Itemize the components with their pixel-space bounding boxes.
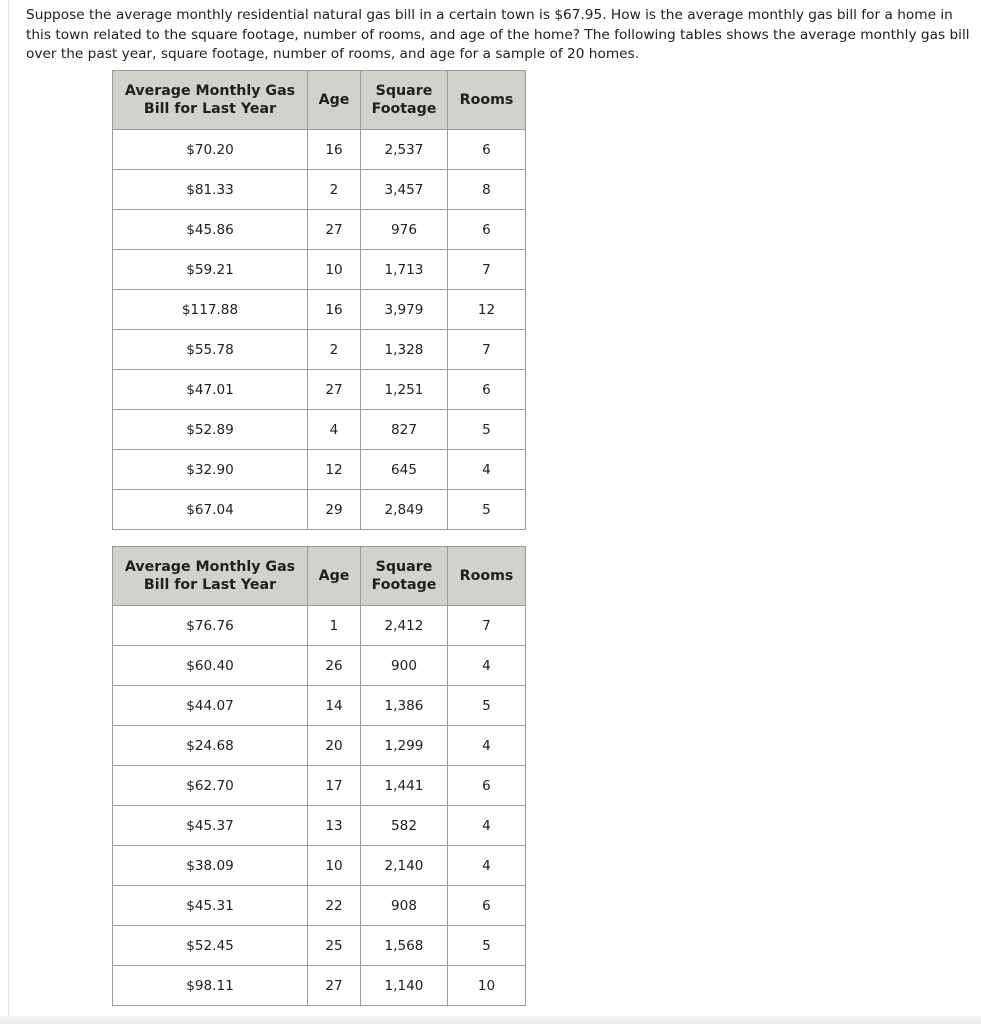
cell-age: 1 (308, 606, 361, 646)
cell-rooms: 6 (448, 210, 526, 250)
cell-sqft: 976 (361, 210, 448, 250)
cell-sqft: 2,140 (361, 846, 448, 886)
header-bill-line1: Average Monthly Gas (124, 559, 296, 575)
page-bottom-edge (0, 1016, 981, 1024)
cell-bill: $32.90 (113, 450, 308, 490)
cell-rooms: 6 (448, 886, 526, 926)
header-sqft-line1: Square (375, 83, 433, 99)
cell-bill: $45.86 (113, 210, 308, 250)
header-rooms: Rooms (448, 71, 526, 130)
data-table-1 (112, 70, 526, 530)
cell-rooms: 8 (448, 170, 526, 210)
cell-age: 16 (308, 130, 361, 170)
table-row (113, 290, 526, 330)
cell-age: 16 (308, 290, 361, 330)
cell-sqft: 1,140 (361, 966, 448, 1006)
table-row (113, 606, 526, 646)
cell-rooms: 4 (448, 646, 526, 686)
cell-bill: $117.88 (113, 290, 308, 330)
header-sqft-line2: Footage (371, 101, 437, 117)
cell-age: 20 (308, 726, 361, 766)
cell-age: 27 (308, 210, 361, 250)
cell-age: 4 (308, 410, 361, 450)
cell-bill: $81.33 (113, 170, 308, 210)
cell-rooms: 5 (448, 686, 526, 726)
cell-rooms: 5 (448, 926, 526, 966)
header-bill-line2: Bill for Last Year (143, 577, 277, 593)
table-row (113, 450, 526, 490)
cell-bill: $59.21 (113, 250, 308, 290)
table-row (113, 966, 526, 1006)
cell-bill: $44.07 (113, 686, 308, 726)
cell-bill: $76.76 (113, 606, 308, 646)
cell-sqft: 645 (361, 450, 448, 490)
cell-sqft: 2,537 (361, 130, 448, 170)
header-sqft (361, 547, 448, 606)
cell-age: 26 (308, 646, 361, 686)
cell-rooms: 5 (448, 490, 526, 530)
table-row (113, 726, 526, 766)
cell-bill: $52.45 (113, 926, 308, 966)
cell-bill: $45.31 (113, 886, 308, 926)
header-age: Age (308, 71, 361, 130)
cell-bill: $38.09 (113, 846, 308, 886)
table-row (113, 410, 526, 450)
cell-bill: $62.70 (113, 766, 308, 806)
cell-sqft: 1,251 (361, 370, 448, 410)
cell-rooms: 4 (448, 726, 526, 766)
cell-age: 2 (308, 170, 361, 210)
cell-rooms: 12 (448, 290, 526, 330)
cell-sqft: 827 (361, 410, 448, 450)
cell-rooms: 7 (448, 250, 526, 290)
page-left-border (8, 0, 9, 1024)
cell-sqft: 908 (361, 886, 448, 926)
header-sqft-line1: Square (375, 559, 433, 575)
cell-sqft: 582 (361, 806, 448, 846)
header-bill (113, 547, 308, 606)
cell-age: 12 (308, 450, 361, 490)
cell-age: 22 (308, 886, 361, 926)
cell-age: 17 (308, 766, 361, 806)
table-row (113, 250, 526, 290)
cell-bill: $70.20 (113, 130, 308, 170)
header-age: Age (308, 547, 361, 606)
cell-age: 2 (308, 330, 361, 370)
cell-sqft: 1,713 (361, 250, 448, 290)
question-text: Suppose the average monthly residential natural gas bill in a certain town is $67.95. How is the average monthly gas bill for a home in this town related to the square footage, number of rooms, and age of the home? The following tables shows the average monthly gas bill over the past year, square footage, number of rooms, and age for a sample of 20 homes. (26, 7, 970, 62)
header-bill-line2: Bill for Last Year (143, 101, 277, 117)
cell-bill: $55.78 (113, 330, 308, 370)
cell-age: 14 (308, 686, 361, 726)
cell-rooms: 4 (448, 806, 526, 846)
table-row (113, 886, 526, 926)
header-sqft-line2: Footage (371, 577, 437, 593)
cell-age: 10 (308, 250, 361, 290)
cell-age: 25 (308, 926, 361, 966)
header-bill-line1: Average Monthly Gas (124, 83, 296, 99)
header-row (113, 547, 526, 606)
cell-age: 13 (308, 806, 361, 846)
cell-sqft: 3,979 (361, 290, 448, 330)
cell-age: 27 (308, 370, 361, 410)
cell-sqft: 1,568 (361, 926, 448, 966)
cell-sqft: 1,328 (361, 330, 448, 370)
table-row (113, 846, 526, 886)
table-row (113, 330, 526, 370)
cell-sqft: 3,457 (361, 170, 448, 210)
data-table-2 (112, 546, 526, 1006)
cell-bill: $52.89 (113, 410, 308, 450)
cell-sqft: 900 (361, 646, 448, 686)
table-row (113, 646, 526, 686)
cell-sqft: 2,412 (361, 606, 448, 646)
cell-bill: $60.40 (113, 646, 308, 686)
cell-rooms: 5 (448, 410, 526, 450)
table-row (113, 926, 526, 966)
table-row (113, 130, 526, 170)
cell-rooms: 4 (448, 450, 526, 490)
header-bill (113, 71, 308, 130)
cell-rooms: 6 (448, 766, 526, 806)
cell-bill: $67.04 (113, 490, 308, 530)
cell-age: 29 (308, 490, 361, 530)
cell-bill: $47.01 (113, 370, 308, 410)
header-sqft (361, 71, 448, 130)
cell-sqft: 1,386 (361, 686, 448, 726)
cell-age: 10 (308, 846, 361, 886)
cell-rooms: 7 (448, 330, 526, 370)
table-row (113, 806, 526, 846)
table-row (113, 686, 526, 726)
table-row (113, 210, 526, 250)
cell-rooms: 6 (448, 130, 526, 170)
cell-sqft: 1,441 (361, 766, 448, 806)
header-row (113, 71, 526, 130)
cell-sqft: 1,299 (361, 726, 448, 766)
cell-age: 27 (308, 966, 361, 1006)
cell-bill: $24.68 (113, 726, 308, 766)
cell-rooms: 10 (448, 966, 526, 1006)
cell-rooms: 4 (448, 846, 526, 886)
table-row (113, 370, 526, 410)
cell-bill: $98.11 (113, 966, 308, 1006)
header-rooms: Rooms (448, 547, 526, 606)
table-row (113, 170, 526, 210)
cell-bill: $45.37 (113, 806, 308, 846)
cell-sqft: 2,849 (361, 490, 448, 530)
table-row (113, 490, 526, 530)
cell-rooms: 6 (448, 370, 526, 410)
cell-rooms: 7 (448, 606, 526, 646)
table-row (113, 766, 526, 806)
